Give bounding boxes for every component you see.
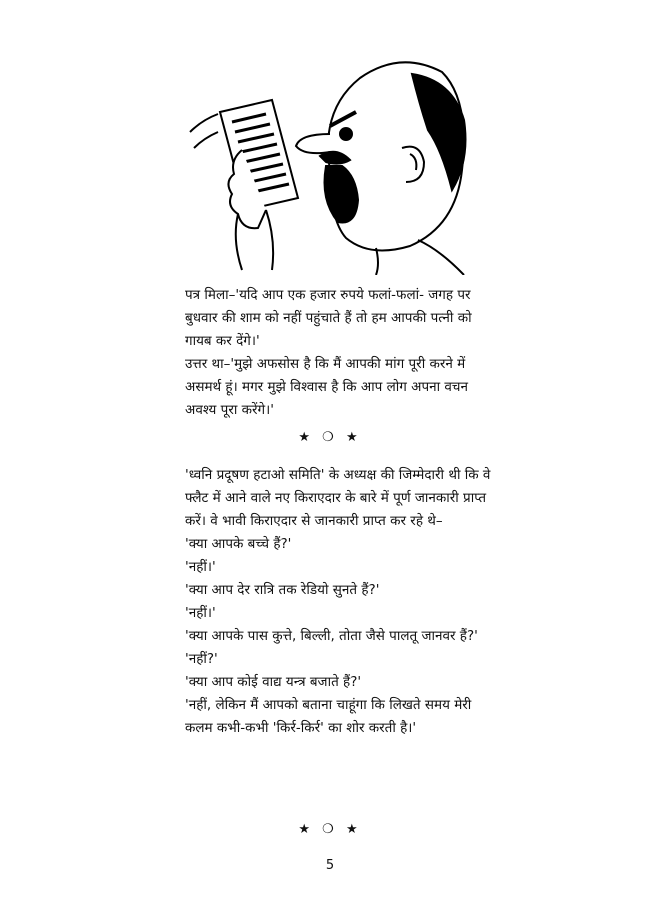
dialogue-line: 'क्या आप कोई वाद्य यन्त्र बजाते हैं?' <box>185 674 362 690</box>
story-one <box>185 284 495 422</box>
dialogue-line: 'नहीं।' <box>185 559 216 575</box>
dialogue-line: 'क्या आपके बच्चे हैं?' <box>185 536 292 552</box>
dialogue-line: 'नहीं?' <box>185 651 218 667</box>
cartoon-man-reading-letter <box>180 50 470 275</box>
section-separator-bottom: ★ ❍ ★ <box>298 822 362 837</box>
dialogue-line: 'नहीं, लेकिन मैं आपको बताना चाहूंगा कि लिखते समय मेरी कलम कभी-कभी 'किर्र-किर्र' का शोर करती है।' <box>185 697 472 736</box>
story-two <box>185 464 495 740</box>
dialogue-line: 'क्या आप देर रात्रि तक रेडियो सुनते हैं?' <box>185 582 380 598</box>
story-one-letter-paragraph: पत्र मिला–'यदि आप एक हजार रुपये फलां-फलां- जगह पर बुधवार की शाम को नहीं पहुंचाते हैं तो हम आपकी पत्नी को गायब कर देंगे।' <box>185 287 472 349</box>
story-two-intro: 'ध्वनि प्रदूषण हटाओ समिति' के अध्यक्ष की जिम्मेदारी थी कि वे फ्लैट में आने वाले नए किराएदार के बारे में पूर्ण जानकारी प्राप्त करें। वे भावी किराएदार से जानकारी प्राप्त कर रहे थे– <box>185 467 491 529</box>
section-separator: ★ ❍ ★ <box>298 430 362 445</box>
page-number: 5 <box>325 858 335 873</box>
dialogue-line: 'नहीं।' <box>185 605 216 621</box>
story-one-reply-paragraph: उत्तर था–'मुझे अफसोस है कि मैं आपकी मांग पूरी करने में असमर्थ हूं। मगर मुझे विश्वास है कि आप लोग अपना वचन अवश्य पूरा करेंगे।' <box>185 356 468 418</box>
dialogue-line: 'क्या आपके पास कुत्ते, बिल्ली, तोता जैसे पालतू जानवर हैं?' <box>185 628 478 644</box>
